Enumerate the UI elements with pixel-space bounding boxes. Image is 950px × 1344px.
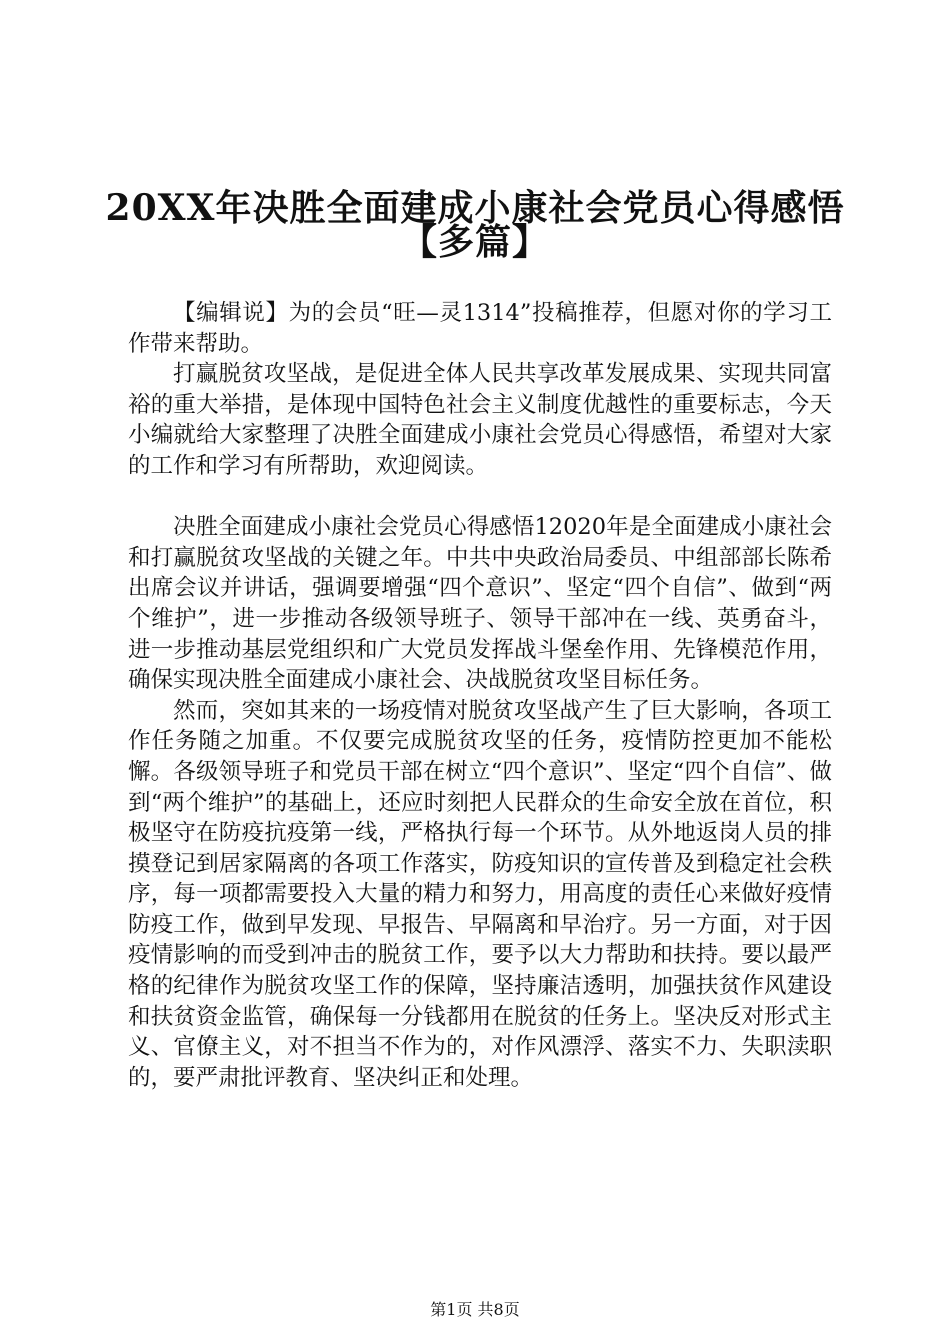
document-title-line1: 20XX年决胜全面建成小康社会党员心得感悟 [105, 187, 845, 229]
page-number-footer: 第1页 共8页 [430, 1300, 520, 1319]
document-body [128, 298, 832, 1093]
document-title-line2: 【多篇】 [400, 221, 549, 263]
paragraph-gap [128, 482, 832, 513]
intro-paragraph: 打赢脱贫攻坚战，是促进全体人民共享改革发展成果、实现共同富裕的重大举措，是体现中国特色社会主义制度优越性的重要标志，今天小编就给大家整理了决胜全面建成小康社会党员心得感悟，希望对大家的工作和学习有所帮助，欢迎阅读。 [128, 361, 832, 479]
editor-note-paragraph: 【编辑说】为的会员“旺—灵1314”投稿推荐，但愿对你的学习工作带来帮助。 [128, 300, 832, 357]
body-paragraph-2: 然而，突如其来的一场疫情对脱贫攻坚战产生了巨大影响，各项工作任务随之加重。不仅要完成脱贫攻坚的任务，疫情防控更加不能松懈。各级领导班子和党员干部在树立“四个意识”、坚定“四个自信”、做到“两个维护”的基础上，还应时刻把人民群众的生命安全放在首位，积极坚守在防疫抗疫第一线，严格执行每一个环节。从外地返岗人员的排摸登记到居家隔离的各项工作落实，防疫知识的宣传普及到稳定社会秩序，每一项都需要投入大量的精力和努力，用高度的责任心来做好疫情防疫工作，做到早发现、早报告、早隔离和早治疗。另一方面，对于因疫情影响的而受到冲击的脱贫工作，要予以大力帮助和扶持。要以最严格的纪律作为脱贫攻坚工作的保障，坚持廉洁透明，加强扶贫作风建设和扶贫资金监管，确保每一分钱都用在脱贫的任务上。坚决反对形式主义、官僚主义，对不担当不作为的，对作风漂浮、落实不力、失职渎职的，要严肃批评教育、坚决纠正和处理。 [128, 697, 832, 1091]
body-paragraph-1: 决胜全面建成小康社会党员心得感悟12020年是全面建成小康社会和打赢脱贫攻坚战的关键之年。中共中央政治局委员、中组部部长陈希出席会议并讲话，强调要增强“四个意识”、坚定“四个自信”、做到“两个维护”，进一步推动各级领导班子、领导干部冲在一线、英勇奋斗，进一步推动基层党组织和广大党员发挥战斗堡垒作用、先锋模范作用，确保实现决胜全面建成小康社会、决战脱贫攻坚目标任务。 [128, 514, 832, 694]
